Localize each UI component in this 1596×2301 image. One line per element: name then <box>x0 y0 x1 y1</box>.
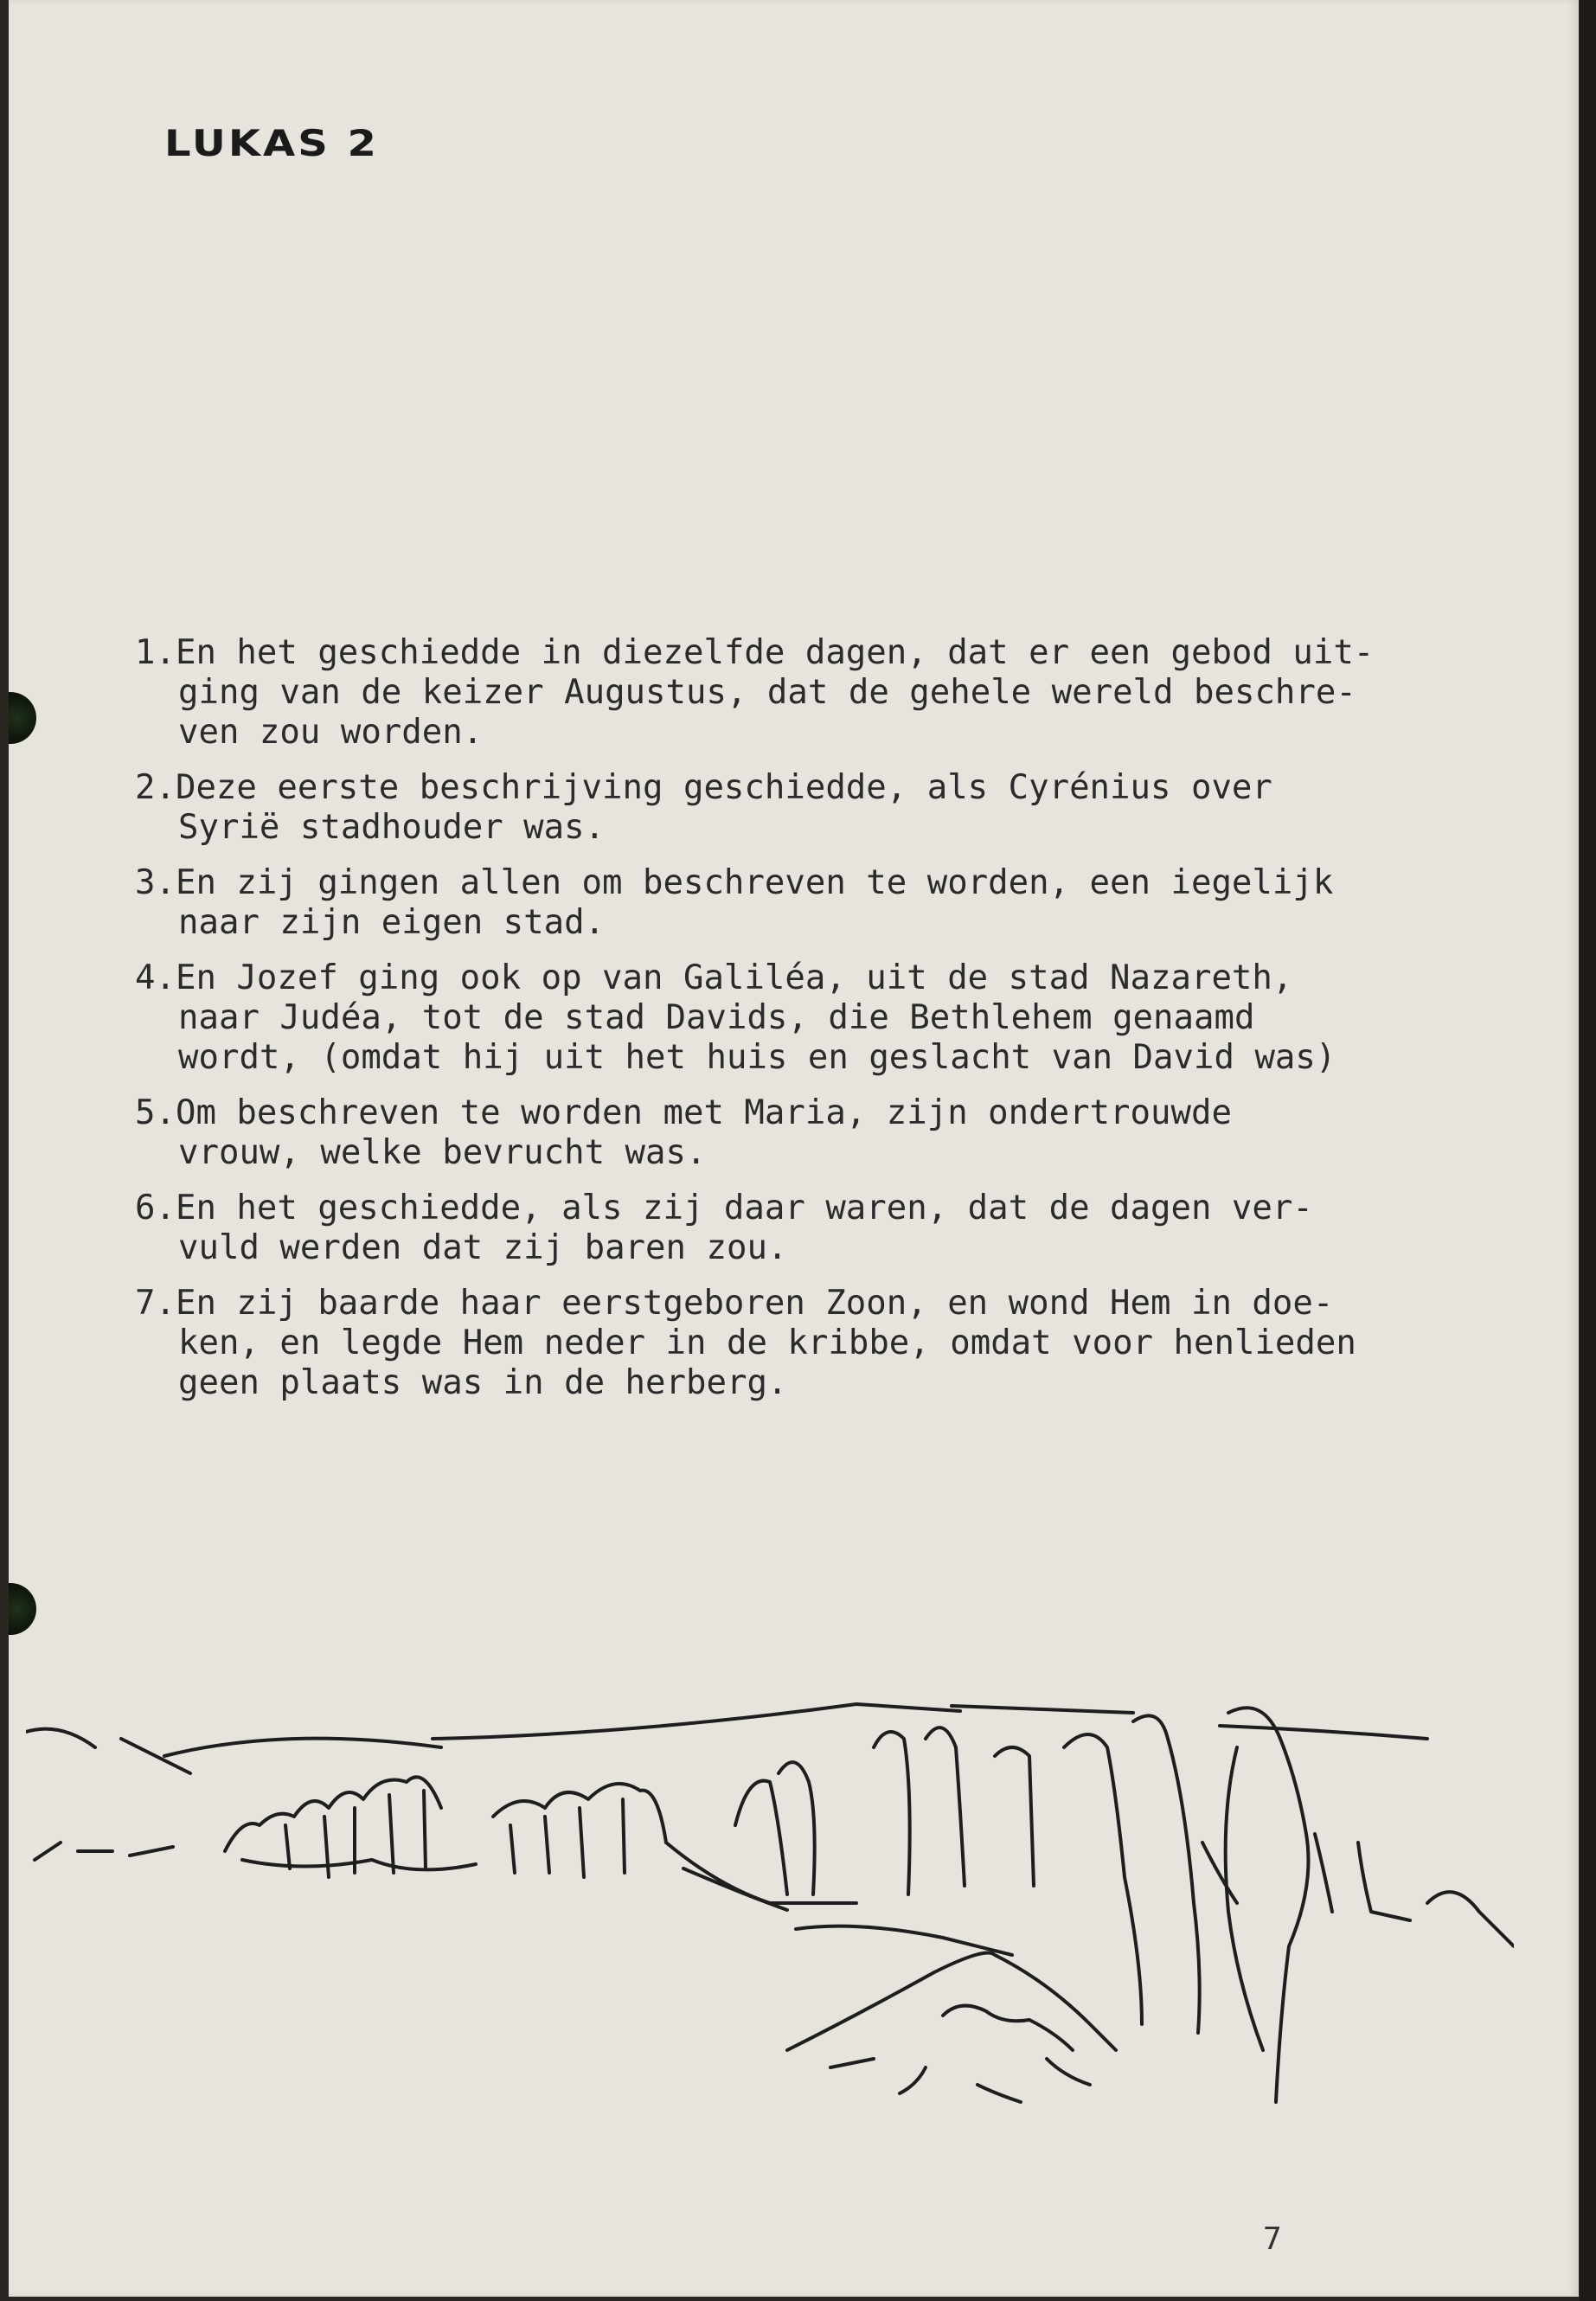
ink-sketch-illustration <box>26 1687 1514 2171</box>
verse-line: naar Judéa, tot de stad Davids, die Bethlehem genaamd <box>178 998 1255 1037</box>
page-title: LUKAS 2 <box>164 122 379 165</box>
verse-3 <box>135 863 1433 943</box>
verse-line: Syrië stadhouder was. <box>178 808 606 847</box>
verse-line: 3.En zij gingen allen om beschreven te worden, een iegelijk <box>135 863 1334 902</box>
bleed-through-text <box>493 130 1315 190</box>
verse-1 <box>135 633 1433 753</box>
verse-line: wordt, (omdat hij uit het huis en geslacht van David was) <box>178 1038 1336 1077</box>
verse-line: 7.En zij baarde haar eerstgeboren Zoon, en wond Hem in doe- <box>135 1284 1334 1323</box>
verse-line: ken, en legde Hem neder in de kribbe, omdat voor henlieden <box>178 1324 1356 1362</box>
page-edge-shadow <box>1580 0 1596 2301</box>
verse-7 <box>135 1284 1433 1403</box>
verse-line: 5.Om beschreven te worden met Maria, zijn ondertrouwde <box>135 1093 1232 1132</box>
verse-line: vrouw, welke bevrucht was. <box>178 1133 707 1172</box>
document-page <box>9 0 1579 2297</box>
verse-4 <box>135 958 1433 1078</box>
verse-list <box>135 633 1433 1419</box>
verse-line: 2.Deze eerste beschrijving geschiedde, als Cyrénius over <box>135 768 1272 807</box>
verse-line: 6.En het geschiedde, als zij daar waren, dat de dagen ver- <box>135 1189 1313 1227</box>
verse-line: naar zijn eigen stad. <box>178 903 606 942</box>
verse-2 <box>135 768 1433 848</box>
verse-6 <box>135 1189 1433 1268</box>
verse-line: ging van de keizer Augustus, dat de gehele wereld beschre- <box>178 673 1356 712</box>
verse-5 <box>135 1093 1433 1173</box>
page-number: 7 <box>1263 2221 1282 2257</box>
verse-line: vuld werden dat zij baren zou. <box>178 1228 788 1267</box>
verse-line: geen plaats was in de herberg. <box>178 1363 788 1402</box>
verse-line: 1.En het geschiedde in diezelfde dagen, dat er een gebod uit- <box>135 633 1375 672</box>
verse-line: 4.En Jozef ging ook op van Galiléa, uit de stad Nazareth, <box>135 958 1293 997</box>
verse-line: ven zou worden. <box>178 713 484 752</box>
